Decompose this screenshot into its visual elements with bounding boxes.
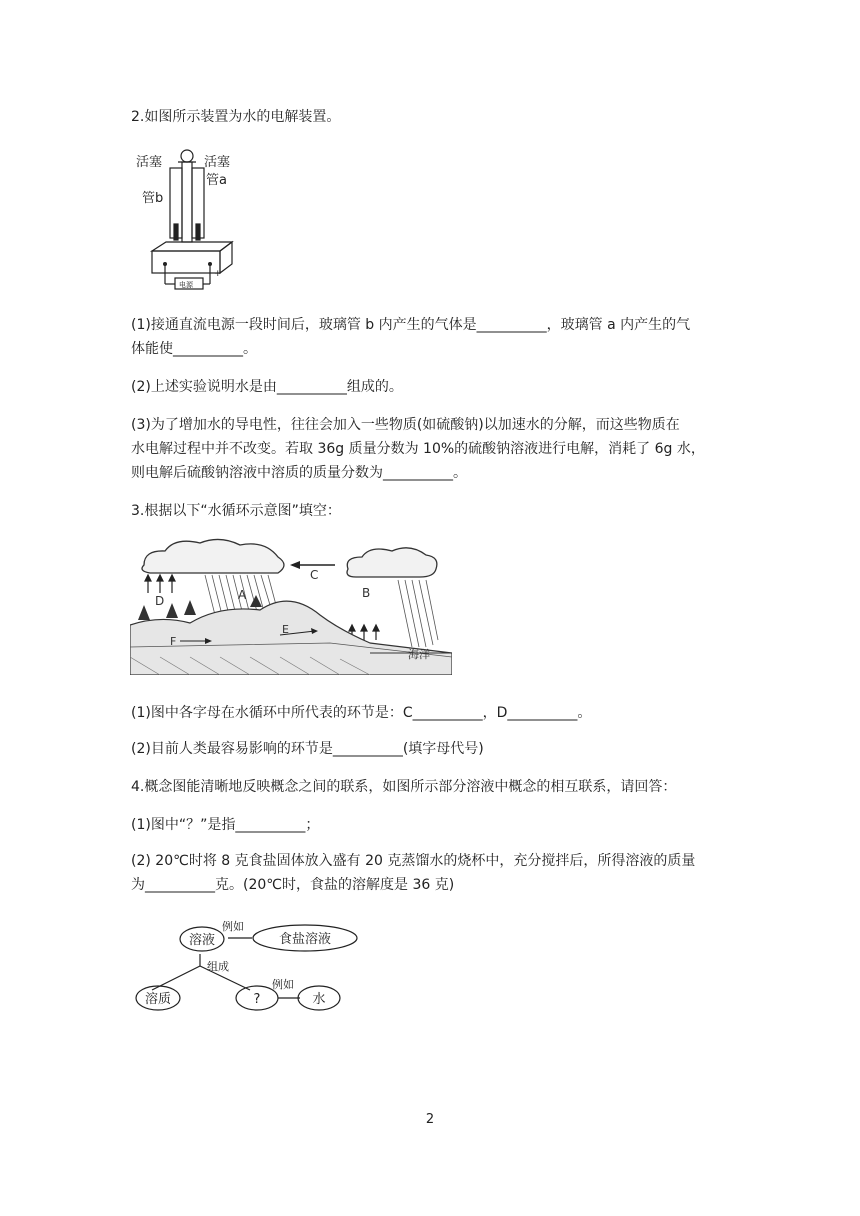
electrolysis-apparatus-figure <box>130 146 245 296</box>
node-salt-solution-label: 食盐溶液 <box>278 932 332 947</box>
q4-title: 4.概念图能清晰地反映概念之间的联系，如图所示部分溶液中概念的相互联系，请回答： <box>131 779 677 795</box>
piston-right-label: 活塞 <box>204 155 231 170</box>
svg-text:−: − <box>158 269 166 279</box>
label-b: B <box>362 586 371 600</box>
q4-part2-line2: 为__________克。(20℃时，食盐的溶解度是 36 克) <box>131 877 455 893</box>
label-e: E <box>282 623 289 636</box>
edge-example-top-label: 例如 <box>222 920 244 933</box>
water-cycle-figure <box>130 535 452 675</box>
cloud-left-icon <box>142 539 284 573</box>
tube-a-label: 管a <box>206 173 227 188</box>
q2-part3-line3: 则电解后硫酸钠溶液中溶质的质量分数为__________。 <box>131 465 467 481</box>
cloud-right-icon <box>347 548 437 577</box>
edge-compose-label: 组成 <box>207 960 229 973</box>
q2-part1-line1: (1)接通直流电源一段时间后，玻璃管 b 内产生的气体是__________，玻璃管 a 内产生的气 <box>131 317 691 333</box>
label-d: D <box>155 594 165 608</box>
q2-part3-line1: (3)为了增加水的导电性，往往会加入一些物质(如硫酸钠)以加速水的分解，而这些物质在 <box>131 417 680 433</box>
label-f: F <box>170 635 177 648</box>
q3-part2: (2)目前人类最容易影响的环节是__________(填字母代号) <box>131 741 484 757</box>
q4-part2-line1: (2) 20℃时将 8 克食盐固体放入盛有 20 克蒸馏水的烧杯中，充分搅拌后，所得溶液的质量 <box>131 853 696 869</box>
rain-b-icon <box>398 580 438 647</box>
label-c: C <box>310 568 319 582</box>
tube-b-label: 管b <box>142 191 164 206</box>
q2-part1-line2: 体能使__________。 <box>131 341 257 357</box>
edge-example-bottom-label: 例如 <box>272 978 294 991</box>
stopcock-icon <box>181 150 193 162</box>
page-number: 2 <box>425 1112 435 1127</box>
power-label: 电源 <box>179 281 193 289</box>
q2-title: 2.如图所示装置为水的电解装置。 <box>131 109 341 125</box>
node-solution-label: 溶液 <box>188 933 216 948</box>
concept-map-figure <box>130 918 362 1016</box>
svg-text:+: + <box>214 269 222 279</box>
q3-title: 3.根据以下“水循环示意图”填空： <box>131 503 341 519</box>
q2-part2: (2)上述实验说明水是由__________组成的。 <box>131 379 403 395</box>
q3-part1: (1)图中各字母在水循环中所代表的环节是：C__________，D__________。 <box>131 705 592 721</box>
node-water-label: 水 <box>312 992 326 1007</box>
label-a: A <box>238 588 247 602</box>
q2-part3-line2: 水电解过程中并不改变。若取 36g 质量分数为 10%的硫酸钠溶液进行电解，消耗了 6g 水， <box>131 441 705 457</box>
piston-left-label: 活塞 <box>136 155 163 170</box>
q4-part1: (1)图中“？”是指__________； <box>131 817 320 833</box>
label-ocean: 海洋 <box>408 648 430 661</box>
node-unknown-label: ? <box>253 992 261 1007</box>
arrow-left-icon <box>290 561 300 569</box>
node-solute-label: 溶质 <box>144 992 172 1007</box>
